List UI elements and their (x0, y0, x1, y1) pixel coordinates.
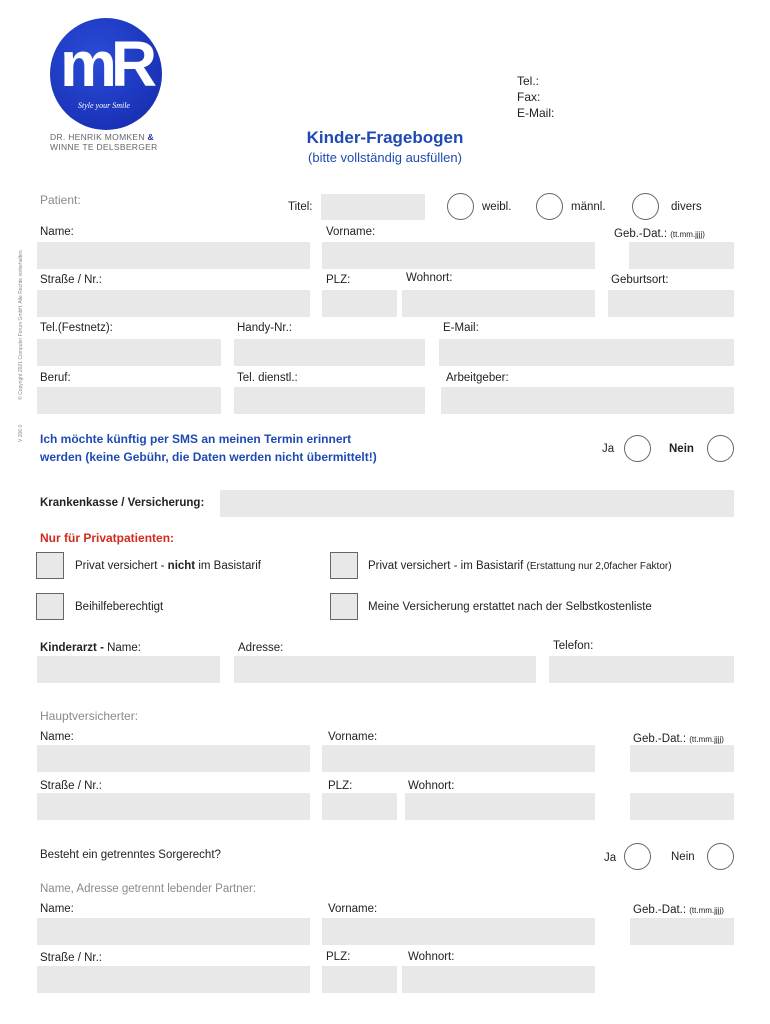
sorgerecht-question: Besteht ein getrenntes Sorgerecht? (40, 849, 221, 861)
partner-vorname-field[interactable] (322, 918, 595, 945)
krankenkasse-field[interactable] (220, 490, 734, 517)
radio-divers[interactable] (632, 193, 659, 220)
radio-sorgerecht-nein[interactable] (707, 843, 734, 870)
arbeitgeber-field[interactable] (441, 387, 734, 414)
checkbox-beihilfe[interactable] (36, 593, 64, 620)
radio-maennl[interactable] (536, 193, 563, 220)
logo-tagline: Style your Smile (78, 101, 130, 110)
sms-text-line1: Ich möchte künftig per SMS an meinen Termin erinnert (40, 432, 352, 446)
partner-strasse-field[interactable] (37, 966, 310, 993)
plz-field[interactable] (322, 290, 397, 317)
partner-name-label: Name: (40, 903, 74, 915)
handy-field[interactable] (234, 339, 425, 366)
partner-wohnort-label: Wohnort: (408, 951, 455, 963)
haupt-plz-field[interactable] (322, 793, 397, 820)
privat-heading: Nur für Privatpatienten: (40, 531, 175, 545)
haupt-vorname-field[interactable] (322, 745, 595, 772)
partner-name-field[interactable] (37, 918, 310, 945)
partner-plz-label: PLZ: (326, 951, 351, 963)
partner-vorname-label: Vorname: (328, 903, 378, 915)
partner-strasse-label: Straße / Nr.: (40, 952, 102, 964)
beihilfe-label: Beihilfeberechtigt (75, 601, 164, 613)
strasse-field[interactable] (37, 290, 310, 317)
privat-nicht-basis-label: Privat versichert - nicht im Basistarif (75, 560, 261, 572)
titel-label: Titel: (288, 201, 313, 213)
email-field[interactable] (439, 339, 734, 366)
kinderarzt-name-field[interactable] (37, 656, 220, 683)
radio-sms-nein[interactable] (707, 435, 734, 462)
kinderarzt-adresse-field[interactable] (234, 656, 536, 683)
weibl-label: weibl. (482, 201, 512, 213)
kinderarzt-adresse-label: Adresse: (238, 642, 284, 654)
tel-field[interactable] (37, 339, 221, 366)
haupt-name-field[interactable] (37, 745, 310, 772)
haupt-gebdat-label: Geb.-Dat.: (tt.mm.jjjj) (633, 733, 724, 745)
radio-weibl[interactable] (447, 193, 474, 220)
vorname-label: Vorname: (326, 226, 376, 238)
contact-fax: Fax: (517, 90, 541, 104)
plz-label: PLZ: (326, 274, 351, 286)
arbeitgeber-label: Arbeitgeber: (446, 372, 509, 384)
strasse-label: Straße / Nr.: (40, 274, 102, 286)
radio-sms-ja[interactable] (624, 435, 651, 462)
partner-gebdat-label: Geb.-Dat.: (tt.mm.jjjj) (633, 904, 724, 916)
form-subtitle: (bitte vollständig ausfüllen) (308, 150, 462, 165)
haupt-vorname-label: Vorname: (328, 731, 378, 743)
partner-heading: Name, Adresse getrennt lebender Partner: (40, 883, 257, 895)
radio-sorgerecht-ja[interactable] (624, 843, 651, 870)
wohnort-label: Wohnort: (406, 272, 453, 284)
haupt-wohnort-label: Wohnort: (408, 780, 455, 792)
contact-tel: Tel.: (517, 74, 540, 88)
kinderarzt-telefon-field[interactable] (549, 656, 734, 683)
gebdat-field[interactable] (629, 242, 734, 269)
kinderarzt-name-label: Kinderarzt - Name: (40, 642, 141, 654)
checkbox-privat-nicht-basis[interactable] (36, 552, 64, 579)
haupt-name-label: Name: (40, 731, 74, 743)
patient-heading: Patient: (40, 193, 81, 207)
logo-letters: mR (60, 28, 152, 100)
side-copyright: © Copyright 2021 Computer Forum GmbH. Alle Rechte vorbehalten. (18, 249, 24, 400)
name-field[interactable] (37, 242, 310, 269)
haupt-gebdat-field[interactable] (630, 745, 734, 772)
checkbox-privat-basis[interactable] (330, 552, 358, 579)
sms-text-line2: werden (keine Gebühr, die Daten werden nicht übermittelt!) (40, 450, 377, 464)
geburtsort-field[interactable] (608, 290, 734, 317)
beruf-field[interactable] (37, 387, 221, 414)
form-title: Kinder-Fragebogen (306, 128, 464, 147)
kinderarzt-telefon-label: Telefon: (553, 640, 594, 652)
partner-gebdat-field[interactable] (630, 918, 734, 945)
wohnort-field[interactable] (402, 290, 595, 317)
checkbox-selbstkosten[interactable] (330, 593, 358, 620)
handy-label: Handy-Nr.: (237, 322, 292, 334)
titel-field[interactable] (321, 194, 425, 220)
geburtsort-label: Geburtsort: (611, 274, 669, 286)
selbstkosten-label: Meine Versicherung erstattet nach der Selbstkostenliste (368, 601, 652, 613)
sms-nein-label: Nein (669, 443, 694, 455)
beruf-label: Beruf: (40, 372, 71, 384)
privat-basis-label: Privat versichert - im Basistarif (Erstattung nur 2,0facher Faktor) (368, 560, 672, 572)
vorname-field[interactable] (322, 242, 595, 269)
krankenkasse-label: Krankenkasse / Versicherung: (40, 497, 205, 509)
sms-ja-label: Ja (602, 443, 615, 455)
email-label: E-Mail: (443, 322, 479, 334)
haupt-extra-field[interactable] (630, 793, 734, 820)
haupt-wohnort-field[interactable] (405, 793, 595, 820)
tel-label: Tel.(Festnetz): (40, 322, 113, 334)
logo-name-line1: DR. HENRIK MOMKEN & (50, 132, 154, 142)
divers-label: divers (671, 201, 702, 213)
gebdat-label: Geb.-Dat.: (tt.mm.jjjj) (614, 228, 705, 240)
haupt-plz-label: PLZ: (328, 780, 353, 792)
contact-email: E-Mail: (517, 106, 555, 120)
partner-plz-field[interactable] (322, 966, 397, 993)
haupt-strasse-field[interactable] (37, 793, 310, 820)
maennl-label: männl. (571, 201, 606, 213)
partner-wohnort-field[interactable] (402, 966, 595, 993)
sorgerecht-ja-label: Ja (604, 852, 617, 864)
haupt-heading: Hauptversicherter: (40, 709, 139, 723)
logo-name-line2: WINNE TE DELSBERGER (50, 142, 158, 152)
haupt-strasse-label: Straße / Nr.: (40, 780, 102, 792)
sorgerecht-nein-label: Nein (671, 851, 695, 863)
tel-dienstl-label: Tel. dienstl.: (237, 372, 298, 384)
tel-dienstl-field[interactable] (234, 387, 425, 414)
side-version: V 206.0 (18, 424, 24, 442)
name-label: Name: (40, 226, 74, 238)
